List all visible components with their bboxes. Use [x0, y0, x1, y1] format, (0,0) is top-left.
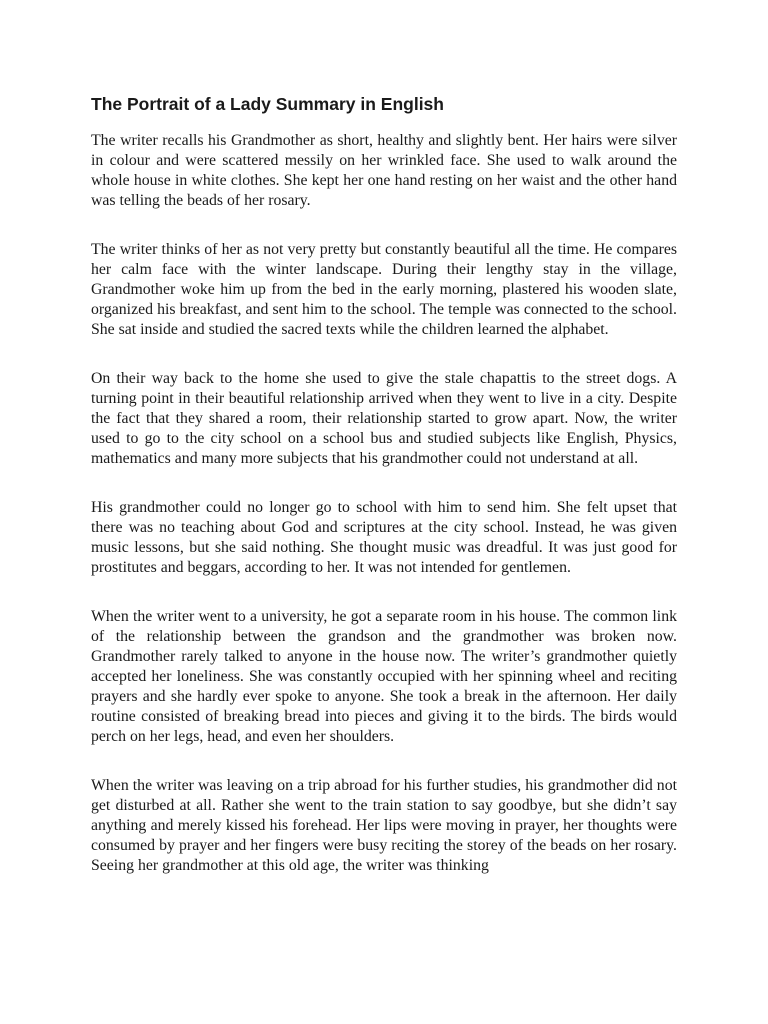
document-title: The Portrait of a Lady Summary in English — [91, 94, 444, 114]
paragraph-6: When the writer was leaving on a trip abroad for his further studies, his grandmother did not get disturbed at all. Rather she went to the train station to say goodbye, but she didn’t say anything and merely kissed his forehead. Her lips were moving in prayer, her thoughts were consumed by prayer and her fingers were busy reciting the storey of the beads on her rosary. Seeing her grandmother at this old age, the writer was thinking — [91, 777, 677, 874]
paragraph-2: The writer thinks of her as not very pretty but constantly beautiful all the time. He compares her calm face with the winter landscape. During their lengthy stay in the village, Grandmother woke him up from the bed in the early morning, plastered his wooden slate, organized his breakfast, and sent him to the school. The temple was connected to the school. She sat inside and studied the sacred texts while the children learned the alphabet. — [91, 241, 677, 338]
paragraph-4: His grandmother could no longer go to school with him to send him. She felt upset that there was no teaching about God and scriptures at the city school. Instead, he was given music lessons, but she said nothing. She thought music was dreadful. It was just good for prostitutes and beggars, according to her. It was not intended for gentlemen. — [91, 499, 677, 576]
document-body — [91, 93, 677, 876]
paragraph-1: The writer recalls his Grandmother as short, healthy and slightly bent. Her hairs were silver in colour and were scattered messily on her wrinkled face. She used to walk around the whole house in white clothes. She kept her one hand resting on her waist and the other hand was telling the beads of her rosary. — [91, 132, 677, 209]
paragraph-5: When the writer went to a university, he got a separate room in his house. The common link of the relationship between the grandson and the grandmother was broken now. Grandmother rarely talked to anyone in the house now. The writer’s grandmother quietly accepted her loneliness. She was constantly occupied with her spinning wheel and reciting prayers and she hardly ever spoke to anyone. She took a break in the afternoon. Her daily routine consisted of breaking bread into pieces and giving it to the birds. The birds would perch on her legs, head, and even her shoulders. — [91, 608, 677, 745]
paragraph-3: On their way back to the home she used to give the stale chapattis to the street dogs. A turning point in their beautiful relationship arrived when they went to live in a city. Despite the fact that they shared a room, their relationship started to grow apart. Now, the writer used to go to the city school on a school bus and studied subjects like English, Physics, mathematics and many more subjects that his grandmother could not understand at all. — [91, 370, 677, 467]
